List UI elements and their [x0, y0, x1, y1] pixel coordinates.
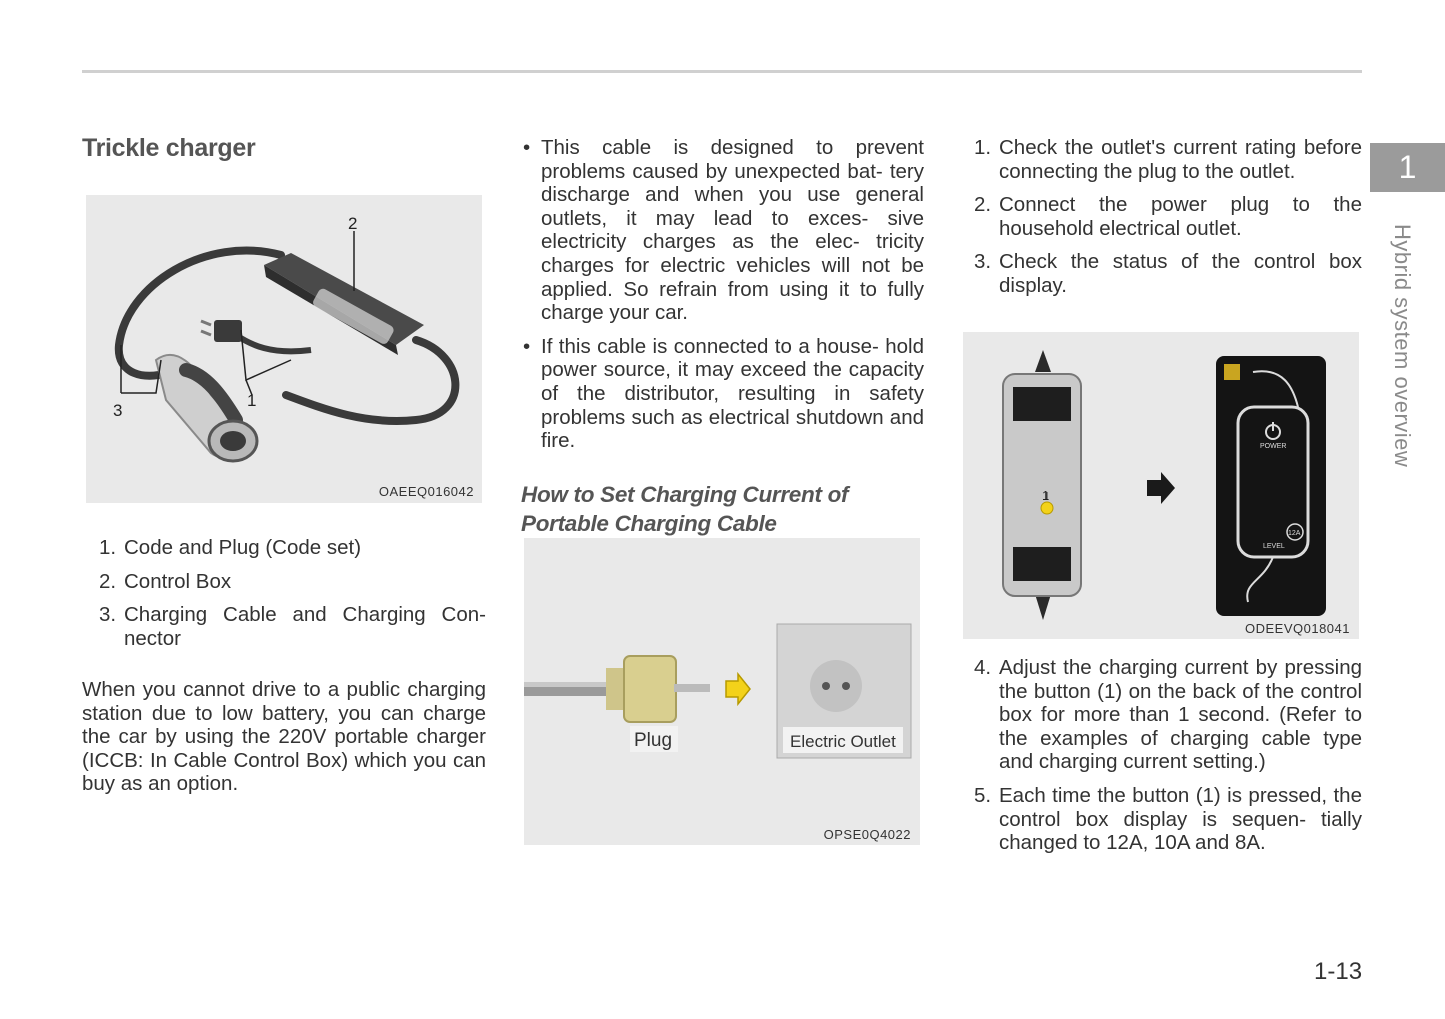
plug-outlet-figure [524, 538, 920, 845]
page-number: 1-13 [1314, 958, 1363, 985]
plug-outlet-illustration [524, 538, 920, 845]
bullet-item: If this cable is connected to a house- hold power source, it may exceed the capacity of the distributor, resulting in safety problems such as electrical shutdown and fire. [541, 334, 924, 453]
bullet-mark: • [523, 334, 531, 358]
chapter-tab: 1 [1370, 143, 1445, 192]
bullet-mark: • [523, 136, 531, 159]
charging-connector-shape [156, 355, 257, 461]
level-value: 12A [1288, 530, 1301, 537]
header-rule [82, 70, 1362, 73]
step-number: 5. [974, 783, 992, 807]
trickle-charger-figure [86, 195, 482, 503]
power-label: POWER [1260, 443, 1287, 450]
components-list [99, 536, 486, 660]
section-heading: Trickle charger [82, 134, 256, 162]
list-number: 1. [99, 536, 117, 559]
control-box-shape [264, 253, 424, 355]
figure-code: OAEEQ016042 [378, 484, 474, 499]
bullet-item: This cable is designed to prevent problems caused by unexpected bat- tery discharge and when you use general outlets, it may lead to exces- sive electricity charges as the elec- tricity charges for electric vehicles will not be applied. So refrain from using it to fully charge your car. [541, 136, 924, 325]
control-box-illustration [963, 332, 1359, 639]
step-item: Each time the button (1) is pressed, the control box display is sequen- tially changed to 12A, 10A and 8A. [999, 783, 1362, 855]
step-item: Adjust the charging current by pressing the button (1) on the back of the control box for more than 1 second. (Refer to the examples of charging cable type and charging current setting.) [999, 656, 1362, 774]
step-item: Connect the power plug to the household electrical outlet. [999, 193, 1362, 240]
callout-1: 1 [247, 391, 257, 410]
list-number: 3. [99, 603, 117, 627]
list-item: Code and Plug (Code set) [124, 536, 362, 559]
step-number: 3. [974, 250, 992, 274]
subsection-heading: How to Set Charging Current of Portable Charging Cable [521, 482, 849, 536]
level-label: LEVEL [1263, 543, 1285, 550]
list-item: Control Box [124, 569, 232, 593]
button-callout: 1 [1042, 488, 1050, 503]
chapter-title: Hybrid system overview [1390, 224, 1415, 468]
step-number: 1. [974, 136, 992, 159]
steps-bottom [974, 656, 1362, 865]
figure-code: ODEEVQ018041 [1244, 621, 1350, 636]
step-number: 4. [974, 656, 992, 679]
callout-2: 2 [348, 214, 358, 233]
callout-3: 3 [113, 401, 123, 420]
figure-code: OPSE0Q4022 [823, 827, 911, 842]
step-item: Check the status of the control box display. [999, 250, 1362, 297]
list-item: Charging Cable and Charging Con- nector [124, 603, 486, 650]
outlet-label: Electric Outlet [790, 732, 896, 751]
trickle-charger-illustration [86, 195, 482, 503]
list-number: 2. [99, 569, 117, 593]
power-plug-shape [201, 320, 242, 342]
arrow-right-icon [1147, 472, 1175, 504]
intro-paragraph: When you cannot drive to a public charging station due to low battery, you can charge the car by using the 220V portable charger (ICCB: In Cable Control Box) which you can buy as an option. [82, 678, 486, 796]
step-number: 2. [974, 193, 992, 217]
caution-bullets [523, 136, 924, 463]
step-item: Check the outlet's current rating before connecting the plug to the outlet. [999, 136, 1362, 183]
plug-label: Plug [634, 730, 673, 751]
arrow-right-icon [726, 674, 750, 704]
steps-top [974, 136, 1362, 308]
control-box-display-figure [963, 332, 1359, 639]
